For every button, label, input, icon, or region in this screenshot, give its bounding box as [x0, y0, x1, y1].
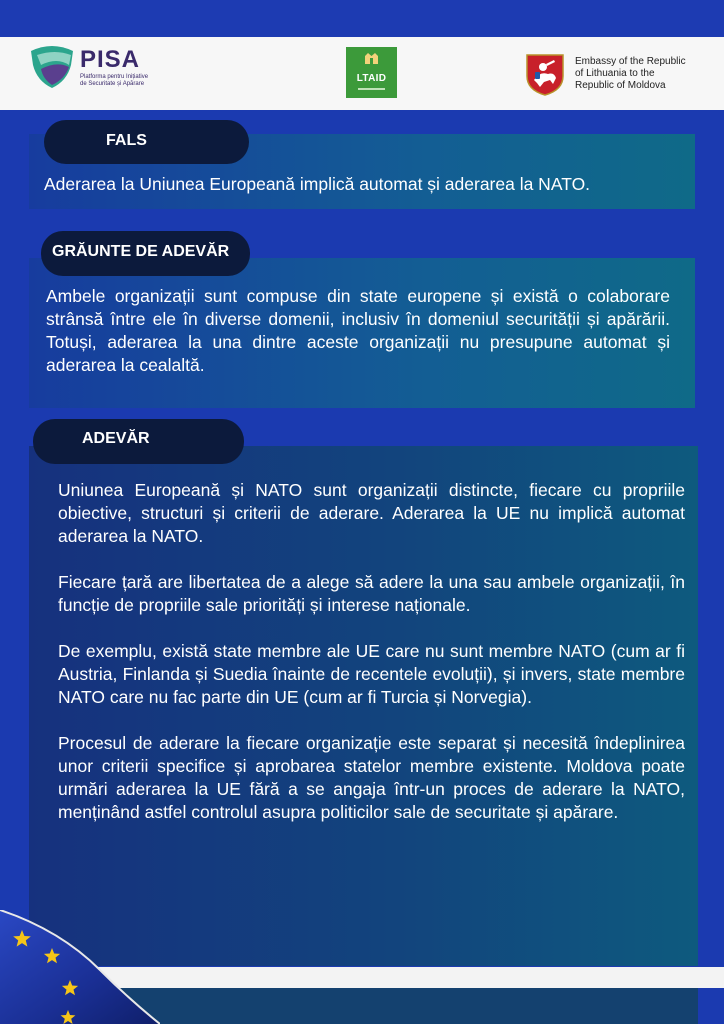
- adevar-paragraph: Uniunea Europeană și NATO sunt organizații distincte, fiecare cu propriile obiective, structuri și criterii de aderare. Aderarea la UE nu implică automat aderarea la NATO.: [58, 480, 685, 546]
- embassy-line-2: of Lithuania to the: [575, 68, 655, 79]
- adevar-paragraph: Procesul de aderare la fiecare organizație este separat și necesită îndeplinirea unor criterii specifice și aprobarea statelor membre existente. Moldova poate urmări aderarea la UE fără a se angaja într-un proces de aderare la NATO, menținând astfel controlul asupra politicilor sale de securitate și apărare.: [58, 733, 685, 822]
- pisa-subtitle: Platforma pentru Inițiative de Securitate și Apărare: [80, 74, 149, 87]
- embassy-line-3: Republic of Moldova: [575, 80, 666, 91]
- graunte-text: Ambele organizații sunt compuse din state europene și există o colaborare strânsă între ele în diverse domenii, inclusiv în domeniul securității și apărării. Totuși, aderarea la una dintre aceste organizații nu presupune automat și aderarea la cealaltă.: [46, 286, 670, 375]
- ltaid-label: LTAID: [356, 73, 387, 84]
- embassy-line-1: Embassy of the Republic: [575, 56, 686, 67]
- pisa-logo-icon: [27, 43, 77, 89]
- fals-text: Aderarea la Uniunea Europeană implică automat și aderarea la NATO.: [44, 174, 591, 194]
- ltaid-underline: [358, 88, 385, 90]
- ltaid-logo: [346, 47, 397, 98]
- fals-heading: FALS: [106, 132, 147, 149]
- adevar-paragraph: Fiecare țară are libertatea de a alege să adere la una sau ambele organizații, în funcție de propriile sale priorități și interese naționale.: [58, 572, 685, 615]
- pisa-title: PISA: [80, 46, 141, 73]
- top-bar: [0, 0, 724, 37]
- adevar-heading: ADEVĂR: [82, 430, 150, 447]
- fals-heading-pill: [44, 120, 249, 164]
- footer-band: [80, 967, 724, 988]
- footer-panel: [80, 988, 698, 1024]
- crest-icon: [364, 53, 379, 65]
- embassy-label: [575, 56, 715, 92]
- partner-header: [0, 37, 724, 110]
- adevar-text: [58, 479, 685, 847]
- lithuania-coat-of-arms-icon: [526, 54, 564, 96]
- eu-flag-icon: [0, 910, 160, 1024]
- graunte-heading-pill: [41, 231, 250, 276]
- adevar-heading-pill: [33, 419, 244, 464]
- graunte-heading: GRĂUNTE DE ADEVĂR: [52, 243, 230, 260]
- adevar-paragraph: De exemplu, există state membre ale UE care nu sunt membre NATO (cum ar fi Austria, Finlanda și Suedia înainte de recentele evoluții), și invers, state membre NATO care nu fac parte din UE (cum ar fi Turcia și Norvegia).: [58, 641, 685, 707]
